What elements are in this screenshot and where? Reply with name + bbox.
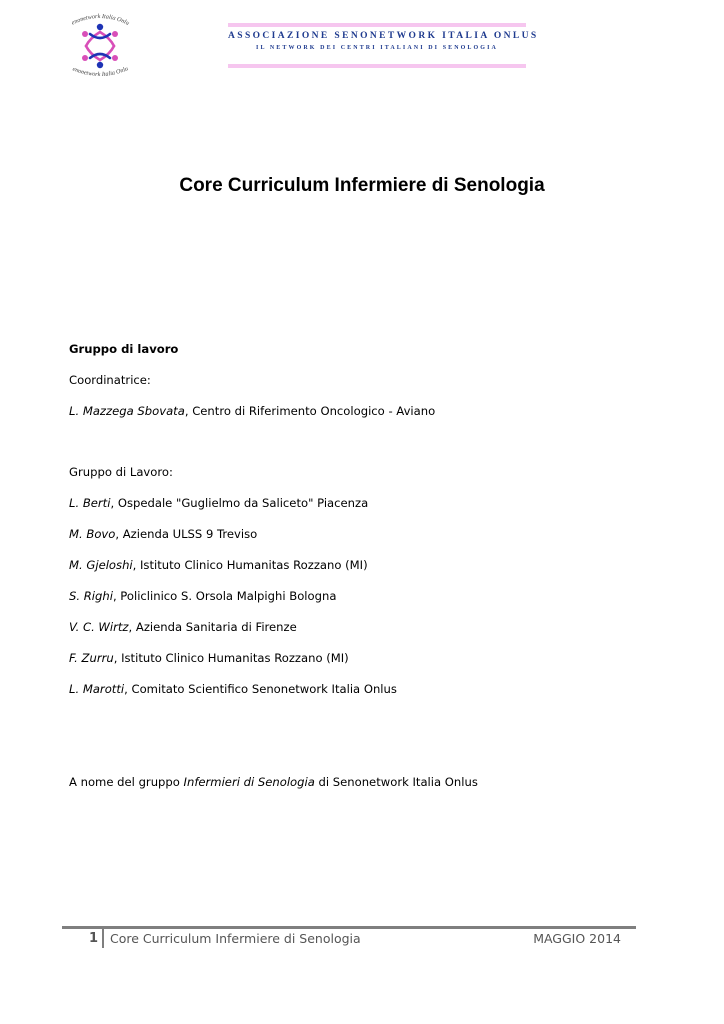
closing-prefix: A nome del gruppo (69, 775, 184, 789)
org-subtitle: IL NETWORK DEI CENTRI ITALIANI DI SENOLOGIA (256, 45, 498, 51)
member-line (69, 620, 297, 634)
member-name: L. Marotti (69, 682, 125, 696)
footer-rule (62, 926, 636, 929)
member-name: M. Bovo (69, 527, 116, 541)
member-line (69, 651, 349, 665)
member-name: F. Zurru (69, 651, 114, 665)
group-label: Gruppo di Lavoro: (69, 465, 173, 479)
coordinator-affiliation: , Centro di Riferimento Oncologico - Aviano (184, 404, 436, 418)
coordinator-label: Coordinatrice: (69, 373, 151, 387)
member-name: M. Gjeloshi (69, 558, 133, 572)
member-line (69, 496, 368, 510)
header-band-bottom (228, 64, 526, 68)
closing-suffix: di Senonetwork Italia Onlus (314, 775, 478, 789)
document-title: Core Curriculum Infermiere di Senologia (179, 175, 545, 196)
header-band-top (228, 23, 526, 27)
member-affiliation: , Istituto Clinico Humanitas Rozzano (MI) (132, 558, 368, 572)
member-line (69, 589, 336, 603)
logo-text-bottom: enonetwork Italia Onlu (71, 65, 130, 79)
footer-title: Core Curriculum Infermiere di Senologia (110, 931, 361, 946)
logo-text-top: enonetwork Italia Onlu (70, 12, 131, 27)
section-heading: Gruppo di lavoro (69, 342, 179, 356)
senonetwork-logo (66, 12, 134, 80)
member-affiliation: , Istituto Clinico Humanitas Rozzano (MI) (113, 651, 349, 665)
footer-separator (102, 929, 104, 948)
member-line (69, 527, 257, 541)
coordinator-name: L. Mazzega Sbovata (69, 404, 185, 418)
closing-group: Infermieri di Senologia (183, 775, 315, 789)
closing-line (69, 775, 478, 789)
member-affiliation: , Azienda ULSS 9 Treviso (115, 527, 258, 541)
member-name: S. Righi (69, 589, 113, 603)
member-affiliation: , Azienda Sanitaria di Firenze (128, 620, 297, 634)
member-line (69, 682, 397, 696)
member-line (69, 558, 368, 572)
member-name: L. Berti (69, 496, 111, 510)
member-name: V. C. Wirtz (69, 620, 129, 634)
coordinator-line (69, 404, 435, 418)
page-number: 1 (88, 931, 98, 946)
org-name: ASSOCIAZIONE SENONETWORK ITALIA ONLUS (228, 31, 539, 41)
footer-date: MAGGIO 2014 (533, 931, 621, 946)
member-affiliation: , Comitato Scientifico Senonetwork Italia Onlus (124, 682, 397, 696)
member-affiliation: , Ospedale "Guglielmo da Saliceto" Piacenza (110, 496, 369, 510)
member-affiliation: , Policlinico S. Orsola Malpighi Bologna (112, 589, 337, 603)
